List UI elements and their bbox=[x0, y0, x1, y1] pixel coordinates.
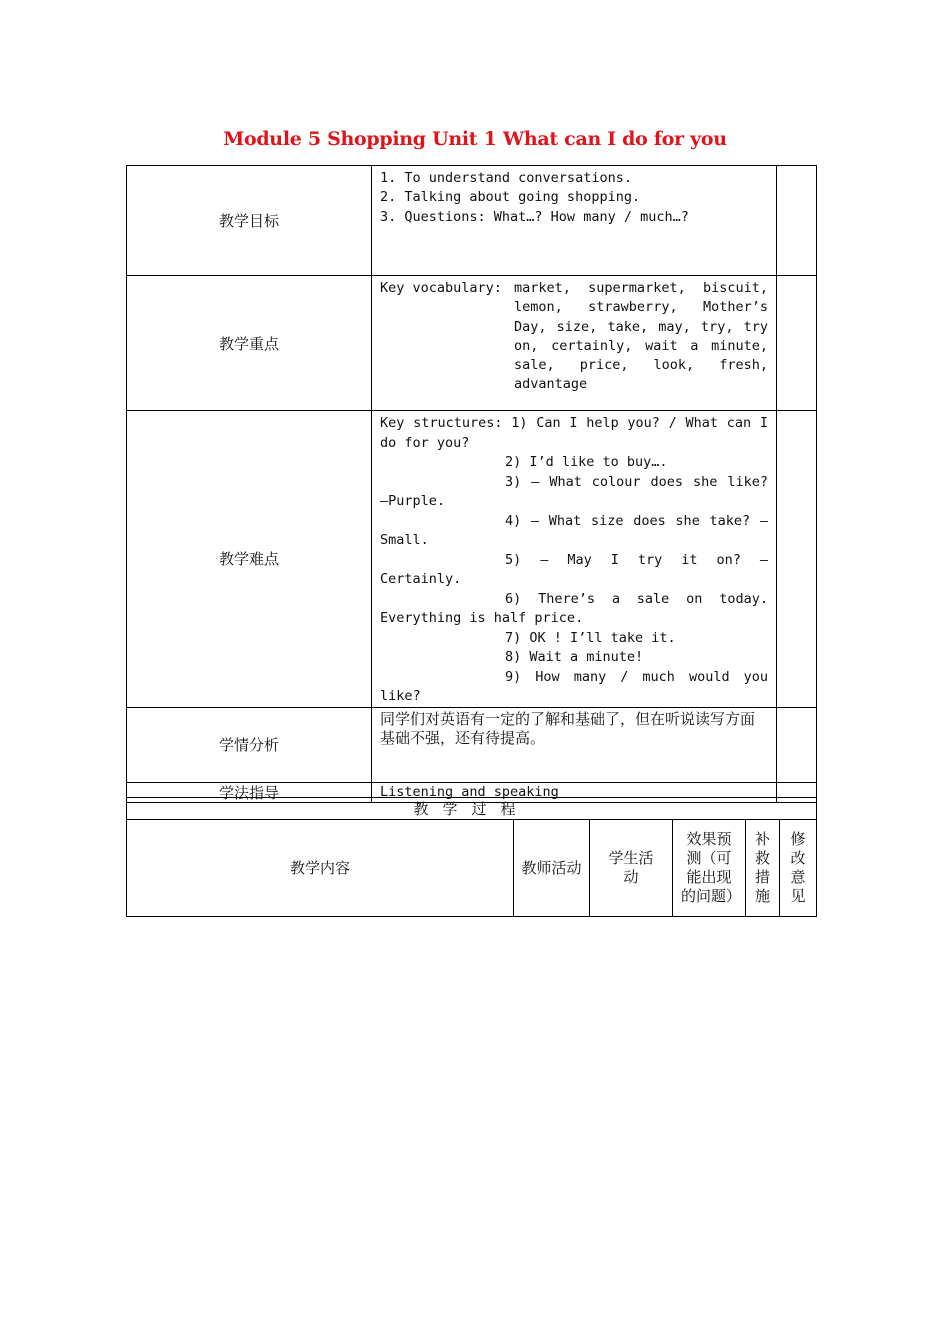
guidance-label: 学法指导 bbox=[127, 782, 372, 802]
objective-line: 2. Talking about going shopping. bbox=[380, 189, 641, 206]
structure-item: 5) — May I try it on? —Certainly. bbox=[380, 551, 768, 587]
structure-item: 4) — What size does she take? —Small. bbox=[380, 512, 768, 548]
analysis-row bbox=[127, 707, 817, 782]
process-heading-row bbox=[127, 798, 817, 820]
objectives-content bbox=[372, 166, 777, 276]
document-title: Module 5 Shopping Unit 1 What can I do for you bbox=[223, 128, 727, 150]
difficulties-label: 教学难点 bbox=[127, 411, 372, 708]
key-points-row bbox=[127, 276, 817, 411]
analysis-note-cell bbox=[777, 707, 817, 782]
objectives-row bbox=[127, 166, 817, 276]
structure-item: 2) I’d like to buy…. bbox=[505, 454, 668, 470]
key-points-content bbox=[372, 276, 777, 411]
objective-line: 3. Questions: What…? How many / much…? bbox=[380, 208, 689, 225]
column-revision: 修改意见 bbox=[780, 820, 817, 917]
column-effect-prediction: 效果预测（可能出现的问题） bbox=[673, 820, 746, 917]
column-teacher-activity: 教师活动 bbox=[514, 820, 590, 917]
structure-item: 9) How many / much would you like? bbox=[380, 668, 768, 704]
process-table bbox=[126, 797, 817, 917]
analysis-text: 同学们对英语有一定的了解和基础了，但在听说读写方面基础不强，还有待提高。 bbox=[380, 709, 756, 747]
guidance-text: Listening and speaking bbox=[380, 783, 559, 800]
difficulties-note-cell bbox=[777, 411, 817, 708]
objective-line: 1. To understand conversations. bbox=[380, 170, 632, 186]
key-structures-lead: Key structures: bbox=[380, 415, 503, 431]
key-points-label: 教学重点 bbox=[127, 276, 372, 411]
structure-item: 6) There’s a sale on today. Everything is half price. bbox=[380, 590, 768, 626]
key-points-note-cell bbox=[777, 276, 817, 411]
column-student-activity: 学生活动 bbox=[590, 820, 673, 917]
objectives-label: 教学目标 bbox=[127, 166, 372, 276]
lesson-plan-table bbox=[126, 165, 817, 803]
column-teaching-content: 教学内容 bbox=[127, 820, 514, 917]
process-heading: 教学过程 bbox=[127, 798, 817, 820]
difficulties-content bbox=[372, 411, 777, 708]
analysis-label: 学情分析 bbox=[127, 707, 372, 782]
key-vocabulary-first: market, supermarket, biscuit, bbox=[514, 280, 768, 296]
structure-item: 3) — What colour does she like? —Purple. bbox=[380, 473, 768, 509]
column-remedy: 补救措施 bbox=[746, 820, 780, 917]
objectives-note-cell bbox=[777, 166, 817, 276]
process-columns-row bbox=[127, 820, 817, 917]
key-vocabulary-lead: Key vocabulary: bbox=[380, 280, 502, 296]
structure-item: 1) Can I help you? / What can I do for you? bbox=[380, 415, 768, 451]
structure-item: 8) Wait a minute! bbox=[505, 649, 644, 665]
difficulties-row bbox=[127, 411, 817, 708]
key-vocabulary-list: lemon, strawberry, Mother’s Day, size, take, may, try, try on, certainly, wait a minute, sale, price, look, fresh, advantage bbox=[514, 299, 768, 393]
analysis-content bbox=[372, 707, 777, 782]
structure-item: 7) OK ! I’ll take it. bbox=[505, 629, 676, 646]
